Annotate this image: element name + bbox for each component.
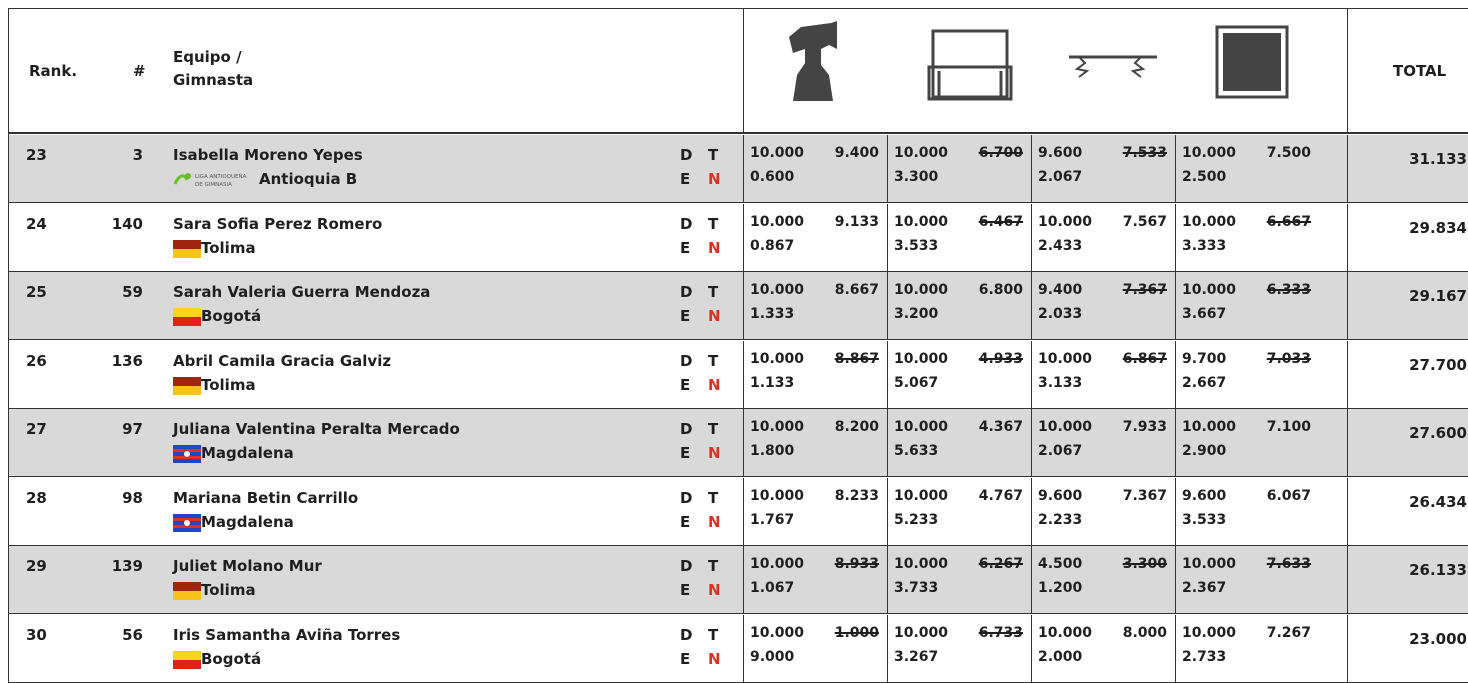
total-value: 26.133: [1409, 561, 1467, 579]
floor-exercise-icon: [1175, 9, 1319, 134]
table-row: [9, 341, 1468, 409]
divider: [1175, 478, 1176, 546]
apparatus-score-cell: [743, 135, 887, 203]
divider: [887, 204, 888, 272]
team-flag-icon: [173, 308, 201, 326]
apparatus-score-cell: [743, 204, 887, 272]
d-score: 10.000: [1182, 624, 1237, 641]
total-cell: [1347, 409, 1468, 477]
d-score: 10.000: [750, 145, 805, 161]
apparatus-score-cell: [743, 272, 887, 340]
e-deduction: 2.367: [1182, 580, 1227, 596]
team-name: Magdalena: [201, 444, 294, 462]
e-deduction: 2.067: [1038, 169, 1083, 185]
e-deduction: 2.667: [1182, 374, 1227, 391]
apparatus-score-cell: [1175, 546, 1319, 614]
d-label: D: [680, 214, 693, 233]
divider: [743, 341, 744, 409]
total-score: 8.667: [834, 282, 879, 298]
total-score: 6.700: [978, 145, 1023, 161]
rank-value: 29: [26, 557, 47, 575]
divider: [1175, 546, 1176, 614]
total-score: 6.733: [978, 624, 1023, 641]
apparatus-score-cell: [1175, 478, 1319, 546]
rank-value: 23: [26, 146, 47, 164]
d-score: 9.600: [1038, 487, 1083, 504]
d-score: 10.000: [894, 419, 949, 435]
apparatus-score-cell: [887, 409, 1031, 477]
divider: [1347, 135, 1348, 203]
e-label: E: [680, 238, 691, 257]
total-cell: [1347, 615, 1468, 683]
total-score: 8.867: [834, 350, 879, 367]
e-deduction: 3.333: [1182, 237, 1227, 254]
e-deduction: 5.633: [894, 443, 939, 459]
e-label: E: [680, 512, 691, 531]
divider: [1347, 272, 1348, 340]
table-row: [9, 204, 1468, 272]
e-deduction: 1.333: [750, 306, 795, 322]
total-score: 3.300: [1122, 556, 1167, 572]
n-label: N: [708, 581, 721, 599]
bib-number: 98: [122, 488, 143, 507]
table-row: [9, 478, 1468, 546]
team-gymnast-header: Equipo / Gimnasta: [173, 48, 254, 89]
d-score: 10.000: [750, 556, 805, 572]
total-score: 1.000: [834, 624, 879, 641]
gymnast-name: Sarah Valeria Guerra Mendoza: [173, 283, 431, 301]
apparatus-score-cell: [1031, 409, 1175, 477]
total-value: 23.000: [1409, 629, 1467, 648]
apparatus-score-cell: [1031, 272, 1175, 340]
gymnast-name: Abril Camila Gracia Galviz: [173, 351, 392, 370]
total-score: 8.200: [834, 419, 879, 435]
d-score: 10.000: [1038, 419, 1093, 435]
d-score: 4.500: [1038, 556, 1083, 572]
e-label: E: [680, 581, 691, 599]
bib-number: 59: [122, 283, 143, 301]
total-score: 6.867: [1122, 350, 1167, 367]
total-score: 9.133: [834, 213, 879, 230]
divider: [743, 135, 744, 203]
t-label: T: [708, 351, 719, 370]
apparatus-score-cell: [743, 546, 887, 614]
d-score: 10.000: [1182, 556, 1237, 572]
e-deduction: 1.200: [1038, 580, 1083, 596]
apparatus-score-cell: [887, 341, 1031, 409]
t-label: T: [708, 625, 719, 644]
gymnast-name: Juliana Valentina Peralta Mercado: [173, 420, 460, 438]
divider: [743, 546, 744, 614]
e-deduction: 3.533: [894, 237, 939, 254]
apparatus-score-cell: [743, 409, 887, 477]
team-flag-icon: [173, 514, 201, 532]
e-label: E: [680, 375, 691, 394]
apparatus-score-cell: [1031, 341, 1175, 409]
bib-number: 3: [132, 146, 143, 164]
apparatus-score-cell: [887, 135, 1031, 203]
d-label: D: [680, 351, 693, 370]
apparatus-score-cell: [1031, 478, 1175, 546]
e-deduction: 2.900: [1182, 443, 1227, 459]
apparatus-score-cell: [887, 615, 1031, 683]
d-score: 10.000: [894, 487, 949, 504]
team-name: Antioquia B: [259, 170, 358, 188]
bib-number: 136: [111, 351, 143, 370]
e-deduction: 3.267: [894, 648, 939, 665]
svg-text:DE GIMNASIA: DE GIMNASIA: [195, 182, 232, 188]
apparatus-score-cell: [1175, 409, 1319, 477]
total-score: 7.633: [1266, 556, 1311, 572]
total-cell: [1347, 341, 1468, 409]
apparatus-score-cell: [1175, 135, 1319, 203]
d-label: D: [680, 557, 693, 575]
team-flag-icon: [173, 582, 201, 600]
number-header: #: [133, 62, 146, 80]
bib-number: 139: [111, 557, 143, 575]
d-score: 10.000: [1038, 350, 1093, 367]
divider: [743, 204, 744, 272]
table-header: [9, 9, 1468, 134]
apparatus-score-cell: [1031, 615, 1175, 683]
divider: [1031, 135, 1032, 203]
divider: [887, 135, 888, 203]
table-row: [9, 546, 1468, 614]
total-cell: [1347, 135, 1468, 203]
rank-value: 30: [26, 625, 47, 644]
total-value: 27.700: [1409, 355, 1467, 374]
e-label: E: [680, 170, 691, 188]
apparatus-score-cell: [887, 204, 1031, 272]
divider: [1347, 478, 1348, 546]
d-score: 10.000: [1038, 213, 1093, 230]
divider: [743, 9, 744, 134]
divider: [1031, 546, 1032, 614]
divider: [1175, 341, 1176, 409]
total-score: 6.467: [978, 213, 1023, 230]
e-deduction: 3.667: [1182, 306, 1227, 322]
apparatus-score-cell: [743, 478, 887, 546]
t-label: T: [708, 214, 719, 233]
d-score: 10.000: [894, 145, 949, 161]
team-flag-icon: [173, 377, 201, 395]
e-deduction: 3.733: [894, 580, 939, 596]
n-label: N: [708, 170, 721, 188]
n-label: N: [708, 649, 721, 668]
divider: [1175, 409, 1176, 477]
divider: [1347, 546, 1348, 614]
results-table: [8, 8, 1468, 683]
rank-value: 24: [26, 214, 47, 233]
n-label: N: [708, 307, 721, 325]
table-row: [9, 135, 1468, 203]
total-cell: [1347, 204, 1468, 272]
total-score: 4.367: [978, 419, 1023, 435]
e-deduction: 1.767: [750, 511, 795, 528]
e-deduction: 3.133: [1038, 374, 1083, 391]
e-deduction: 2.433: [1038, 237, 1083, 254]
total-value: 29.834: [1409, 218, 1467, 237]
t-label: T: [708, 557, 719, 575]
divider: [1347, 409, 1348, 477]
gymnast-name: Juliet Molano Mur: [173, 557, 322, 575]
d-score: 10.000: [750, 350, 805, 367]
e-deduction: 2.733: [1182, 648, 1227, 665]
e-deduction: 1.800: [750, 443, 795, 459]
d-score: 10.000: [750, 282, 805, 298]
d-score: 10.000: [1182, 213, 1237, 230]
d-label: D: [680, 420, 693, 438]
rank-value: 27: [26, 420, 47, 438]
t-label: T: [708, 283, 719, 301]
total-value: 27.600: [1409, 424, 1467, 442]
divider: [1031, 615, 1032, 683]
total-score: 7.033: [1266, 350, 1311, 367]
n-label: N: [708, 444, 721, 462]
e-deduction: 2.500: [1182, 169, 1227, 185]
total-score: 8.233: [834, 487, 879, 504]
divider: [887, 615, 888, 683]
e-deduction: 9.000: [750, 648, 795, 665]
e-deduction: 2.000: [1038, 648, 1083, 665]
total-value: 29.167: [1409, 287, 1467, 305]
d-score: 9.400: [1038, 282, 1083, 298]
bib-number: 97: [122, 420, 143, 438]
d-score: 10.000: [1182, 419, 1237, 435]
divider: [887, 546, 888, 614]
n-label: N: [708, 512, 721, 531]
total-score: 8.000: [1122, 624, 1167, 641]
e-label: E: [680, 649, 691, 668]
divider: [887, 478, 888, 546]
d-label: D: [680, 146, 693, 164]
divider: [743, 272, 744, 340]
apparatus-score-cell: [1031, 204, 1175, 272]
divider: [887, 272, 888, 340]
total-cell: [1347, 478, 1468, 546]
total-score: 7.533: [1122, 145, 1167, 161]
d-score: 10.000: [750, 213, 805, 230]
apparatus-score-cell: [1175, 615, 1319, 683]
e-deduction: 0.600: [750, 169, 795, 185]
e-deduction: 3.533: [1182, 511, 1227, 528]
balance-beam-icon: [1031, 9, 1175, 134]
d-label: D: [680, 283, 693, 301]
total-score: 7.367: [1122, 282, 1167, 298]
gymnast-name: Iris Samantha Aviña Torres: [173, 625, 401, 644]
total-score: 6.667: [1266, 213, 1311, 230]
divider: [743, 409, 744, 477]
d-score: 10.000: [750, 624, 805, 641]
team-flag-icon: [173, 651, 201, 669]
divider: [743, 615, 744, 683]
total-score: 4.933: [978, 350, 1023, 367]
divider: [1347, 341, 1348, 409]
rank-value: 28: [26, 488, 47, 507]
divider: [743, 478, 744, 546]
divider: [887, 341, 888, 409]
apparatus-score-cell: [887, 546, 1031, 614]
d-score: 10.000: [1038, 624, 1093, 641]
n-label: N: [708, 375, 721, 394]
e-deduction: 1.133: [750, 374, 795, 391]
e-deduction: 3.200: [894, 306, 939, 322]
total-score: 4.767: [978, 487, 1023, 504]
total-score: 6.067: [1266, 487, 1311, 504]
gymnast-name: Mariana Betin Carrillo: [173, 488, 359, 507]
total-score: 9.400: [834, 145, 879, 161]
e-deduction: 0.867: [750, 237, 795, 254]
e-deduction: 1.067: [750, 580, 795, 596]
divider: [1347, 9, 1348, 134]
apparatus-score-cell: [1175, 204, 1319, 272]
t-label: T: [708, 420, 719, 438]
d-label: D: [680, 488, 693, 507]
d-score: 10.000: [750, 487, 805, 504]
divider: [1175, 615, 1176, 683]
total-score: 6.333: [1266, 282, 1311, 298]
d-score: 10.000: [894, 624, 949, 641]
apparatus-score-cell: [1175, 272, 1319, 340]
d-score: 10.000: [1182, 282, 1237, 298]
table-row: [9, 272, 1468, 340]
total-score: 7.933: [1122, 419, 1167, 435]
apparatus-score-cell: [743, 615, 887, 683]
bib-number: 56: [122, 625, 143, 644]
divider: [1347, 204, 1348, 272]
d-label: D: [680, 625, 693, 644]
d-score: 10.000: [894, 350, 949, 367]
bib-number: 140: [111, 214, 143, 233]
total-cell: [1347, 546, 1468, 614]
team-name: Bogotá: [201, 649, 262, 668]
d-score: 10.000: [750, 419, 805, 435]
divider: [1175, 204, 1176, 272]
team-name: Tolima: [201, 581, 256, 599]
total-value: 31.133: [1409, 150, 1467, 168]
e-deduction: 5.233: [894, 511, 939, 528]
rank-header: Rank.: [29, 62, 78, 80]
apparatus-score-cell: [887, 272, 1031, 340]
divider: [887, 409, 888, 477]
d-score: 10.000: [894, 282, 949, 298]
e-label: E: [680, 444, 691, 462]
apparatus-score-cell: [1175, 341, 1319, 409]
total-score: 7.567: [1122, 213, 1167, 230]
n-label: N: [708, 238, 721, 257]
e-deduction: 5.067: [894, 374, 939, 391]
divider: [1031, 341, 1032, 409]
total-score: 7.100: [1266, 419, 1311, 435]
svg-text:LIGA ANTIOQUEÑA: LIGA ANTIOQUEÑA: [195, 174, 247, 180]
e-label: E: [680, 307, 691, 325]
rank-value: 26: [26, 351, 47, 370]
total-cell: [1347, 272, 1468, 340]
total-score: 7.500: [1266, 145, 1311, 161]
e-deduction: 2.233: [1038, 511, 1083, 528]
team-flag-icon: [173, 240, 201, 258]
apparatus-score-cell: [743, 341, 887, 409]
divider: [1031, 478, 1032, 546]
team-name: Magdalena: [201, 512, 294, 531]
e-deduction: 2.067: [1038, 443, 1083, 459]
uneven-bars-icon: [887, 9, 1031, 134]
e-deduction: 3.300: [894, 169, 939, 185]
total-score: 6.800: [978, 282, 1023, 298]
team-flag-icon: [173, 445, 201, 463]
team-name: Tolima: [201, 238, 256, 257]
total-value: 26.434: [1409, 492, 1467, 511]
table-row: [9, 409, 1468, 477]
d-score: 9.600: [1182, 487, 1227, 504]
d-score: 9.700: [1182, 350, 1227, 367]
divider: [1031, 204, 1032, 272]
gymnast-name: Sara Sofia Perez Romero: [173, 214, 383, 233]
d-score: 10.000: [894, 213, 949, 230]
team-logo: [173, 170, 249, 190]
d-score: 10.000: [1182, 145, 1237, 161]
e-deduction: 2.033: [1038, 306, 1083, 322]
apparatus-score-cell: [1031, 546, 1175, 614]
total-score: 7.267: [1266, 624, 1311, 641]
rank-value: 25: [26, 283, 47, 301]
gymnast-name: Isabella Moreno Yepes: [173, 146, 363, 164]
apparatus-score-cell: [1031, 135, 1175, 203]
apparatus-score-cell: [887, 478, 1031, 546]
team-name: Bogotá: [201, 307, 262, 325]
total-score: 7.367: [1122, 487, 1167, 504]
divider: [1175, 272, 1176, 340]
divider: [1031, 409, 1032, 477]
t-label: T: [708, 146, 719, 164]
t-label: T: [708, 488, 719, 507]
divider: [1031, 272, 1032, 340]
d-score: 10.000: [894, 556, 949, 572]
total-score: 6.267: [978, 556, 1023, 572]
total-score: 8.933: [834, 556, 879, 572]
divider: [1175, 135, 1176, 203]
team-name: Tolima: [201, 375, 256, 394]
vault-icon: [743, 9, 887, 134]
table-row: [9, 615, 1468, 683]
divider: [1347, 615, 1348, 683]
total-header: TOTAL: [1393, 62, 1447, 80]
d-score: 9.600: [1038, 145, 1083, 161]
